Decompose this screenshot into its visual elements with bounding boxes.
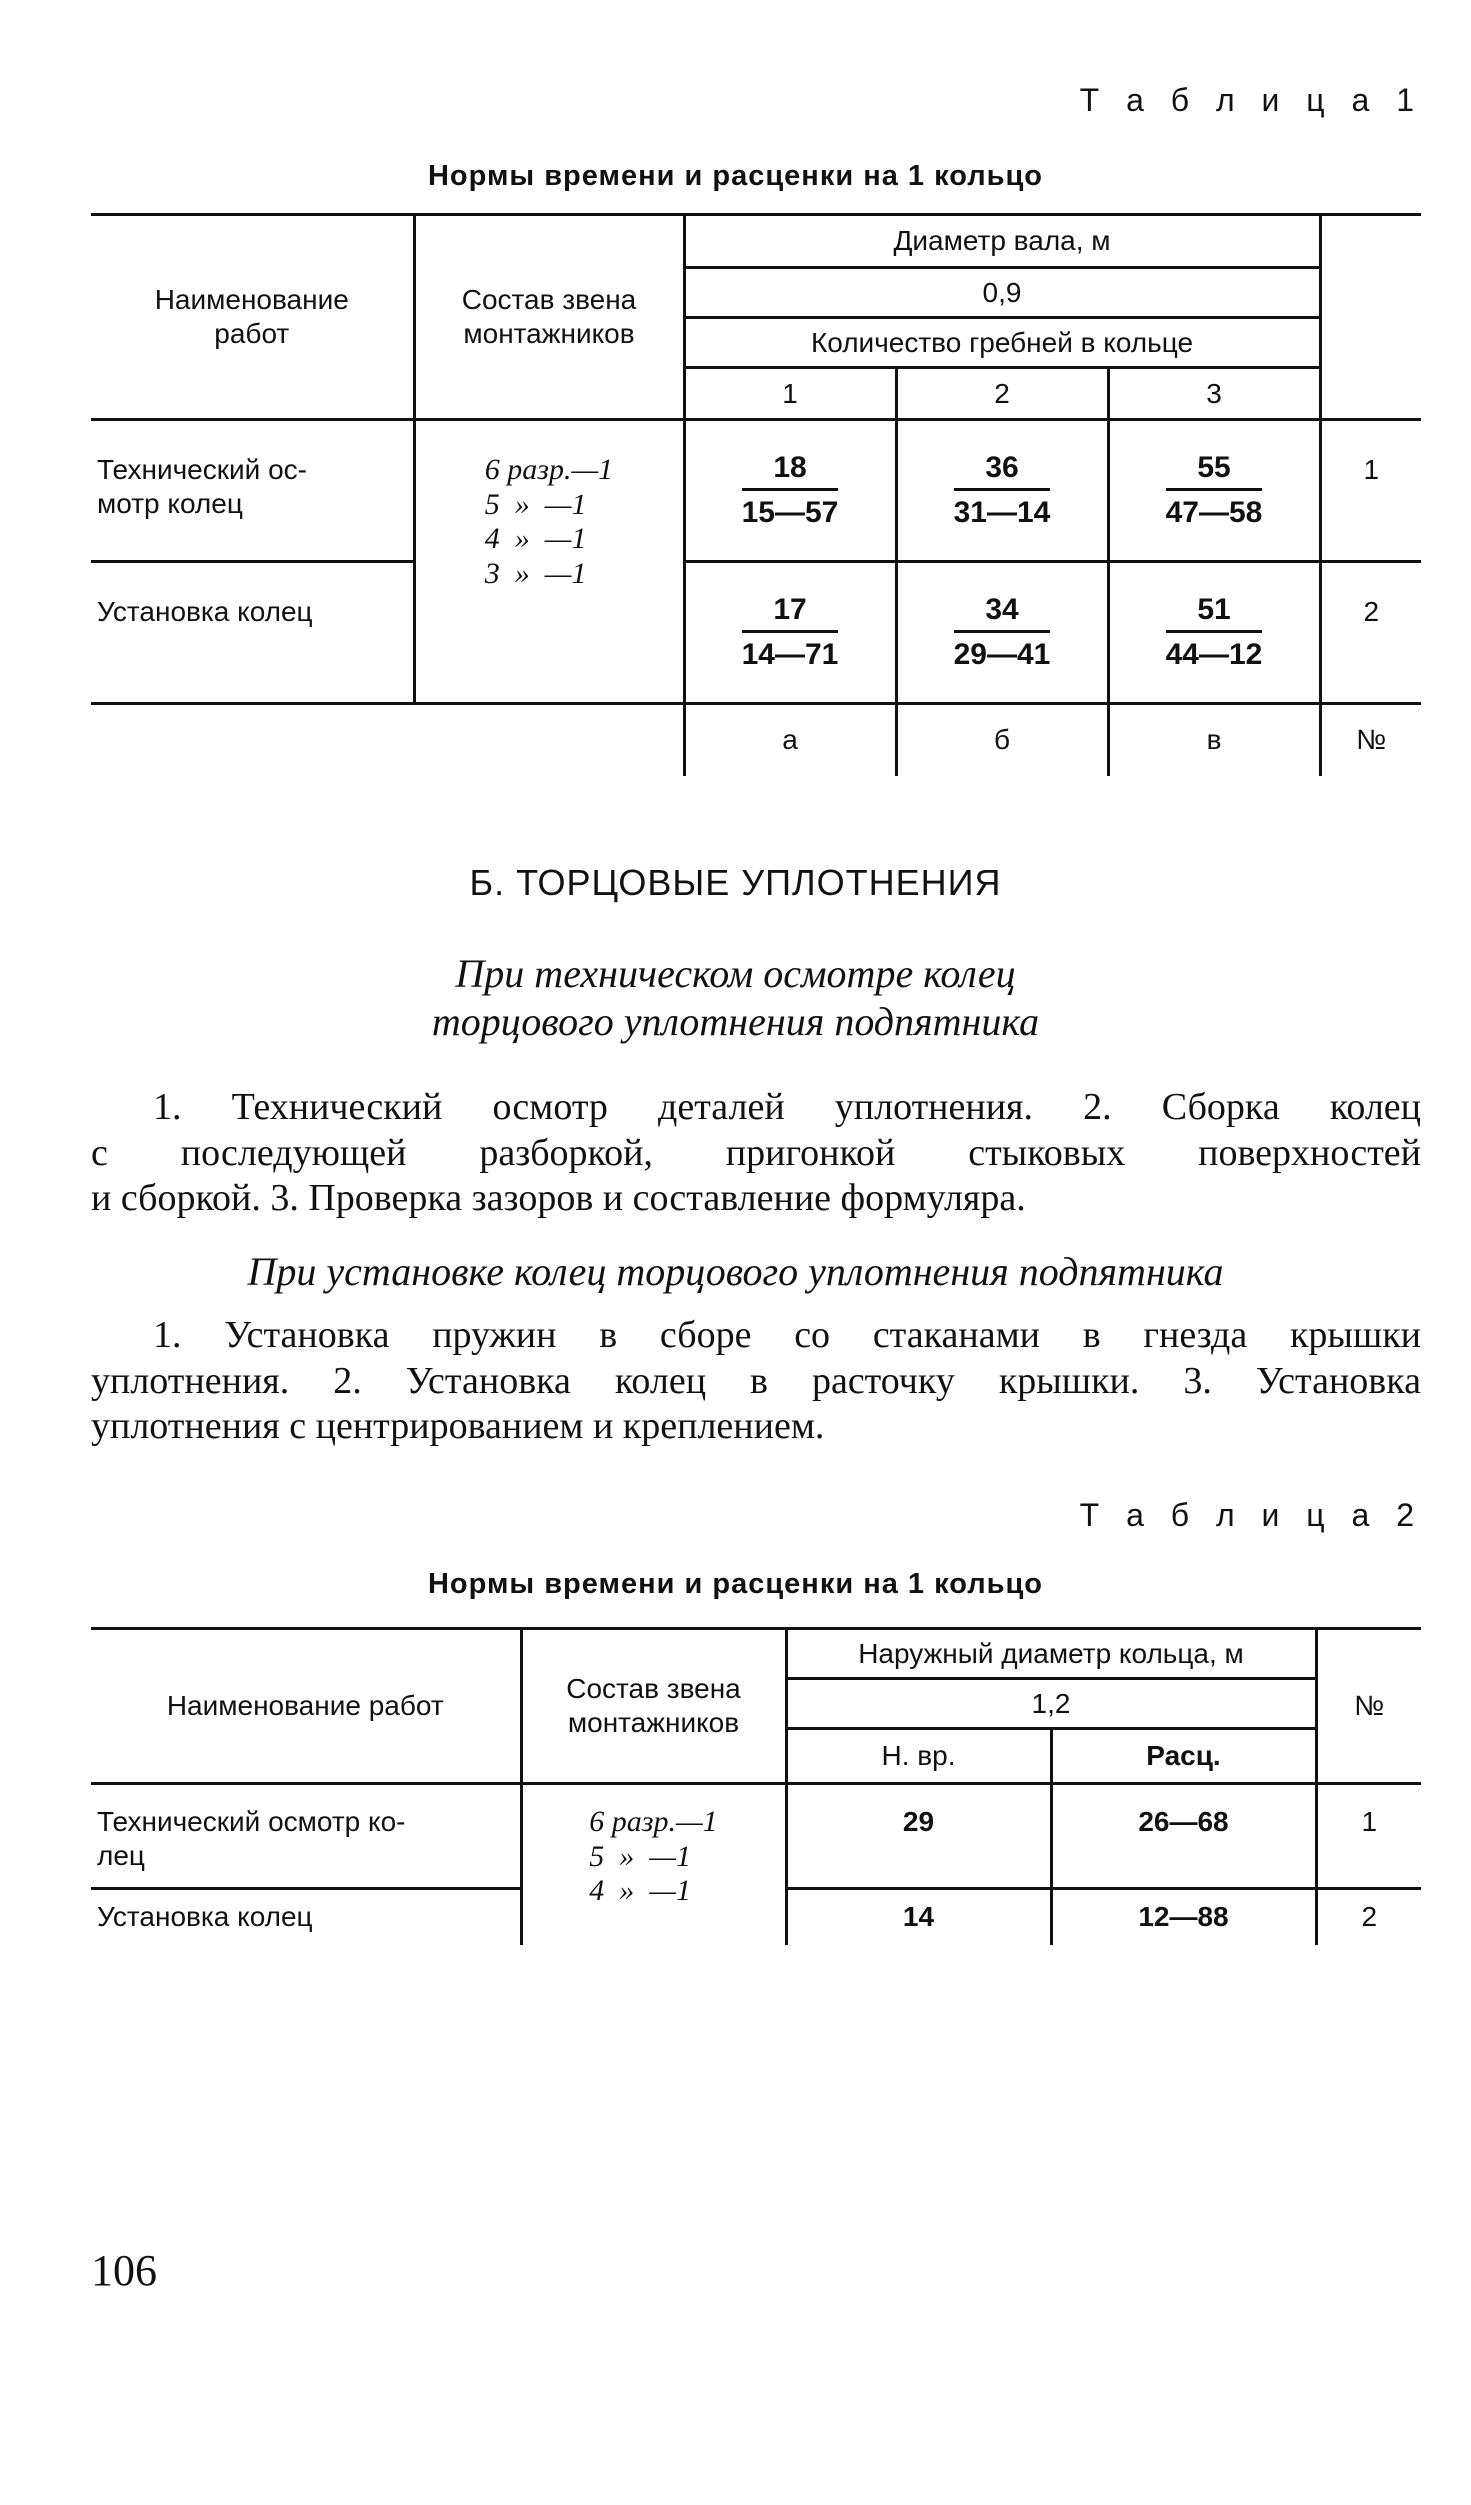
t1-row1-no: 1 [1320,420,1421,562]
table2-title: Нормы времени и расценки на 1 кольцо [427,1568,1044,1600]
t1-header-ridge-3: 3 [1108,368,1320,420]
t1-row1-col3 [1108,420,1320,562]
t1-header-work-name [91,215,414,420]
t1-header-work-name-text: Наименование работ [154,284,349,349]
t2-row2-rate: 12—88 [1051,1889,1316,1945]
page-number: 106 [91,2246,157,2295]
fraction-denominator: 31—14 [953,496,1051,529]
t1-header-empty [1320,215,1421,420]
t1-row2-col1 [684,562,896,704]
fraction-numerator: 34 [954,592,1051,633]
t2-row2-norm-time: 14 [786,1889,1051,1945]
sub1-heading-line1: При техническом осмотре колец [455,951,1016,996]
t1-row2-col2 [896,562,1108,704]
t2-header-diameter-value: 1,2 [786,1679,1316,1729]
fraction-denominator: 29—41 [953,638,1051,671]
fraction-numerator: 51 [1166,592,1263,633]
t1-header-ridges: Количество гребней в кольце [684,318,1320,368]
t2-header-rate: Расц. [1051,1729,1316,1784]
t1-row2-no: 2 [1320,562,1421,704]
sub1-line-1: 1. Технический осмотр деталей уплотнения. 2. Сборка колец [153,1086,1421,1128]
t1-header-diameter: Диаметр вала, м [684,215,1320,268]
sub2-line-3: уплотнения с центрированием и креплением. [91,1405,825,1448]
t1-row2-col2-frac [954,592,1051,673]
sub1-paragraph [91,1085,1421,1222]
sub1-line-3: и сборкой. 3. Проверка зазоров и составление формуляра. [91,1177,1026,1220]
t1-footer-empty-1 [91,704,414,776]
t1-row1-col1 [684,420,896,562]
fraction-numerator: 55 [1166,450,1263,491]
t2-header-norm-time: Н. вр. [786,1729,1051,1784]
t1-row2-col1-frac [742,592,839,673]
t1-crew: 6 разр.—1 5 » —1 4 » —1 3 » —1 [484,453,614,590]
table2 [91,1627,1421,1945]
t2-row2-name: Установка колец [97,1901,313,1933]
t1-footer-b: б [896,704,1108,776]
t1-crew-cell [414,420,684,704]
table1-caption: Т а б л и ц а 1 [1079,82,1423,118]
sub1-heading [0,950,1471,1046]
t1-row1-col2-frac [954,450,1051,531]
section-title: Б. ТОРЦОВЫЕ УПЛОТНЕНИЯ [469,862,1002,903]
sub2-line-2: уплотнения. 2. Установка колец в расточку крышки. 3. Установка [91,1359,1421,1402]
t1-header-ridge-1: 1 [684,368,896,420]
t1-footer-no: № [1320,704,1421,776]
t1-footer-a: а [684,704,896,776]
t1-row1-col3-frac [1166,450,1263,531]
t2-crew: 6 разр.—1 5 » —1 4 » —1 [589,1805,718,1907]
t1-row1-col1-frac [742,450,839,531]
t1-row1-name: Технический ос- мотр колец [91,420,414,562]
t1-header-crew-text: Состав звена монтажников [461,284,637,349]
t2-row1-rate: 26—68 [1051,1784,1316,1889]
table2-caption: Т а б л и ц а 2 [1079,1497,1423,1533]
t1-header-diameter-value: 0,9 [684,268,1320,318]
t1-header-crew [414,215,684,420]
t1-footer-v: в [1108,704,1320,776]
t2-header-diameter: Наружный диаметр кольца, м [786,1629,1316,1679]
sub1-line-2: с последующей разборкой, пригонкой стыковых поверхностей [91,1131,1421,1174]
t1-footer-empty-2 [414,704,684,776]
table1-title: Нормы времени и расценки на 1 кольцо [427,160,1044,192]
t2-row2-no: 2 [1316,1889,1421,1945]
t2-row1-norm-time: 29 [786,1784,1051,1889]
sub2-paragraph [91,1313,1421,1450]
sub1-heading-line2: торцового уплотнения подпятника [431,999,1040,1044]
fraction-numerator: 36 [954,450,1051,491]
fraction-denominator: 14—71 [741,638,839,671]
fraction-numerator: 18 [742,450,839,491]
t2-header-crew [521,1629,786,1784]
t2-row1-no: 1 [1316,1784,1421,1889]
fraction-numerator: 17 [742,592,839,633]
sub2-line-1: 1. Установка пружин в сборе со стаканами в гнезда крышки [153,1314,1421,1356]
fraction-denominator: 44—12 [1165,638,1263,671]
fraction-denominator: 47—58 [1165,496,1263,529]
t2-crew-cell [521,1784,786,1945]
sub2-heading: При установке колец торцового уплотнения подпятника [247,1249,1224,1294]
t2-header-no: № [1316,1629,1421,1784]
t1-row2-col3 [1108,562,1320,704]
table1 [91,213,1421,776]
t1-row1-col2 [896,420,1108,562]
t1-row2-col3-frac [1166,592,1263,673]
t1-row2-name: Установка колец [91,562,414,704]
t2-row1-name: Технический осмотр ко- лец [91,1784,521,1889]
t1-header-ridge-2: 2 [896,368,1108,420]
t2-header-work-name: Наименование работ [91,1629,521,1784]
t2-header-crew-text: Состав звена монтажников [566,1673,741,1738]
fraction-denominator: 15—57 [741,496,839,529]
